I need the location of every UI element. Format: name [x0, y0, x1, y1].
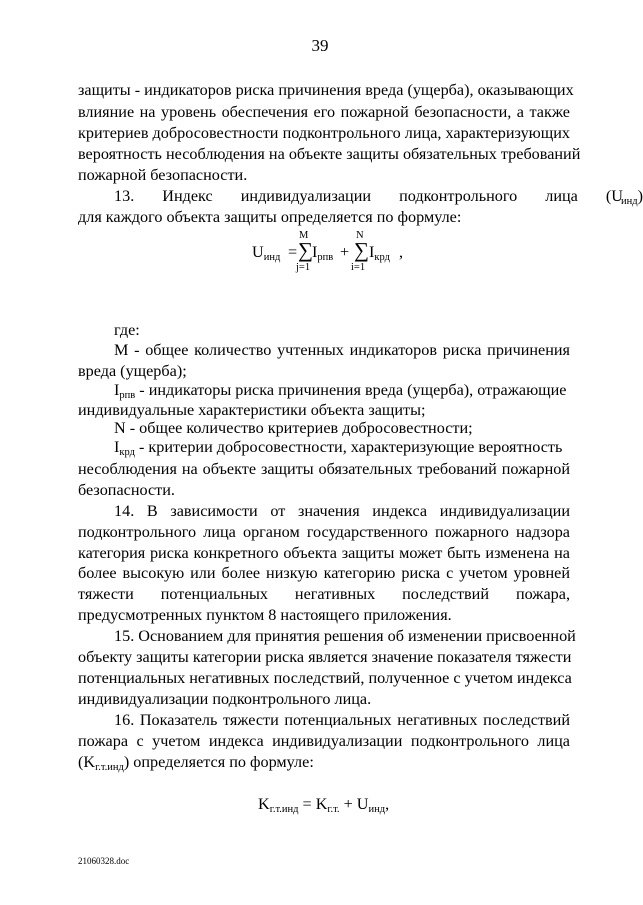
- text-line: индивидуальные характеристики объекта защиты;: [78, 401, 426, 419]
- text-line: несоблюдения на объекте защиты обязательных требований пожарной: [78, 460, 570, 478]
- subscript: инд: [368, 804, 386, 815]
- def-i-krd: [114, 437, 570, 457]
- text: + U: [339, 795, 369, 813]
- text-line: защиты - индикаторов риска причинения вреда (ущерба), оказывающих: [78, 81, 574, 99]
- subscript: г.т.инд: [269, 804, 299, 815]
- subscript: г.т.инд: [95, 762, 124, 773]
- text: (K: [78, 753, 96, 771]
- plus-sign: +: [340, 243, 350, 261]
- def-i-rpv: [114, 380, 570, 400]
- def-m: М - общее количество учтенных индикаторов риска причинения: [114, 341, 570, 359]
- symbol: I: [312, 243, 318, 261]
- subscript: рпв: [119, 390, 136, 401]
- text-line: влияние на уровень обеспечения его пожарной безопасности, а также: [78, 103, 570, 121]
- text-line: тяжести потенциальных негативных последствий пожара,: [78, 585, 570, 603]
- symbol: I: [114, 381, 120, 399]
- text-line: 15. Основанием для принятия решения об изменении присвоенной: [114, 627, 576, 645]
- item-13-text: 13. Индекс индивидуализации подконтрольного лица (U: [114, 187, 623, 205]
- symbol: U: [252, 243, 264, 261]
- footer-filename: 21060328.doc: [78, 856, 130, 866]
- text: = K: [298, 795, 328, 813]
- sum-sign: ∑: [298, 238, 313, 262]
- subscript: инд: [263, 252, 281, 263]
- symbol: K: [258, 795, 270, 813]
- text-line: потенциальных негативных последствий, полученное с учетом индекса: [78, 669, 572, 687]
- equals-sign: =: [288, 243, 298, 261]
- text-line: объекту защиты категории риска является значение показателя тяжести: [78, 648, 572, 666]
- subscript: г.т.: [327, 804, 340, 815]
- paren: ): [637, 187, 643, 205]
- term-rpv: [312, 243, 333, 263]
- text: ) определяется по формуле:: [123, 753, 314, 771]
- formula-lhs: [252, 243, 280, 263]
- symbol: I: [114, 438, 120, 456]
- page-number: 39: [311, 36, 329, 55]
- text-line: для каждого объекта защиты определяется по формуле:: [78, 208, 462, 226]
- where-label: где:: [114, 321, 140, 339]
- sum-upper-limit: N: [356, 230, 364, 241]
- subscript: рпв: [317, 252, 334, 263]
- text-line: вероятность несоблюдения на объекте защиты обязательных требований: [78, 145, 581, 163]
- text-line-k-gt-ind: [78, 752, 570, 772]
- text-line: 14. В зависимости от значения индекса индивидуализации: [114, 502, 570, 520]
- subscript: инд: [620, 196, 638, 207]
- text-line: категория риска конкретного объекта защиты может быть изменена на: [78, 544, 570, 562]
- term-krd: [369, 243, 390, 263]
- comma: ,: [385, 795, 390, 813]
- sum-upper-limit: M: [299, 230, 309, 241]
- symbol: I: [369, 243, 375, 261]
- formula-severity-index: [258, 795, 389, 815]
- text-line: пожара с учетом индекса индивидуализации подконтрольного лица: [78, 732, 570, 750]
- sum-lower-limit: j=1: [296, 262, 311, 273]
- subscript: крд: [119, 447, 135, 458]
- text-line: индивидуализации подконтрольного лица.: [78, 690, 372, 708]
- item-13-line: [114, 186, 643, 207]
- text-line: безопасности.: [78, 481, 175, 499]
- text-line: более высокую или более низкую категорию риска с учетом уровней: [78, 564, 570, 582]
- text-line: предусмотренных пунктом 8 настоящего приложения.: [78, 606, 452, 624]
- item-13-sub-wrap: [621, 186, 643, 206]
- sum-sign: ∑: [354, 238, 369, 262]
- text-line: критериев добросовестности подконтрольного лица, характеризующих: [78, 124, 570, 142]
- sum-lower-limit: i=1: [351, 262, 366, 273]
- text: - индикаторы риска причинения вреда (ущерба), отражающие: [135, 381, 567, 399]
- text-line: подконтрольного лица органом государственного пожарного надзора: [78, 523, 570, 541]
- text-line: пожарной безопасности.: [78, 166, 248, 184]
- subscript: крд: [374, 252, 390, 263]
- def-n: N - общее количество критериев добросовестности;: [114, 419, 473, 437]
- text-line: вреда (ущерба);: [78, 362, 187, 380]
- text: - критерии добросовестности, характеризующие вероятность: [134, 438, 563, 456]
- comma: ,: [399, 243, 404, 261]
- text-line: 16. Показатель тяжести потенциальных негативных последствий: [114, 711, 570, 729]
